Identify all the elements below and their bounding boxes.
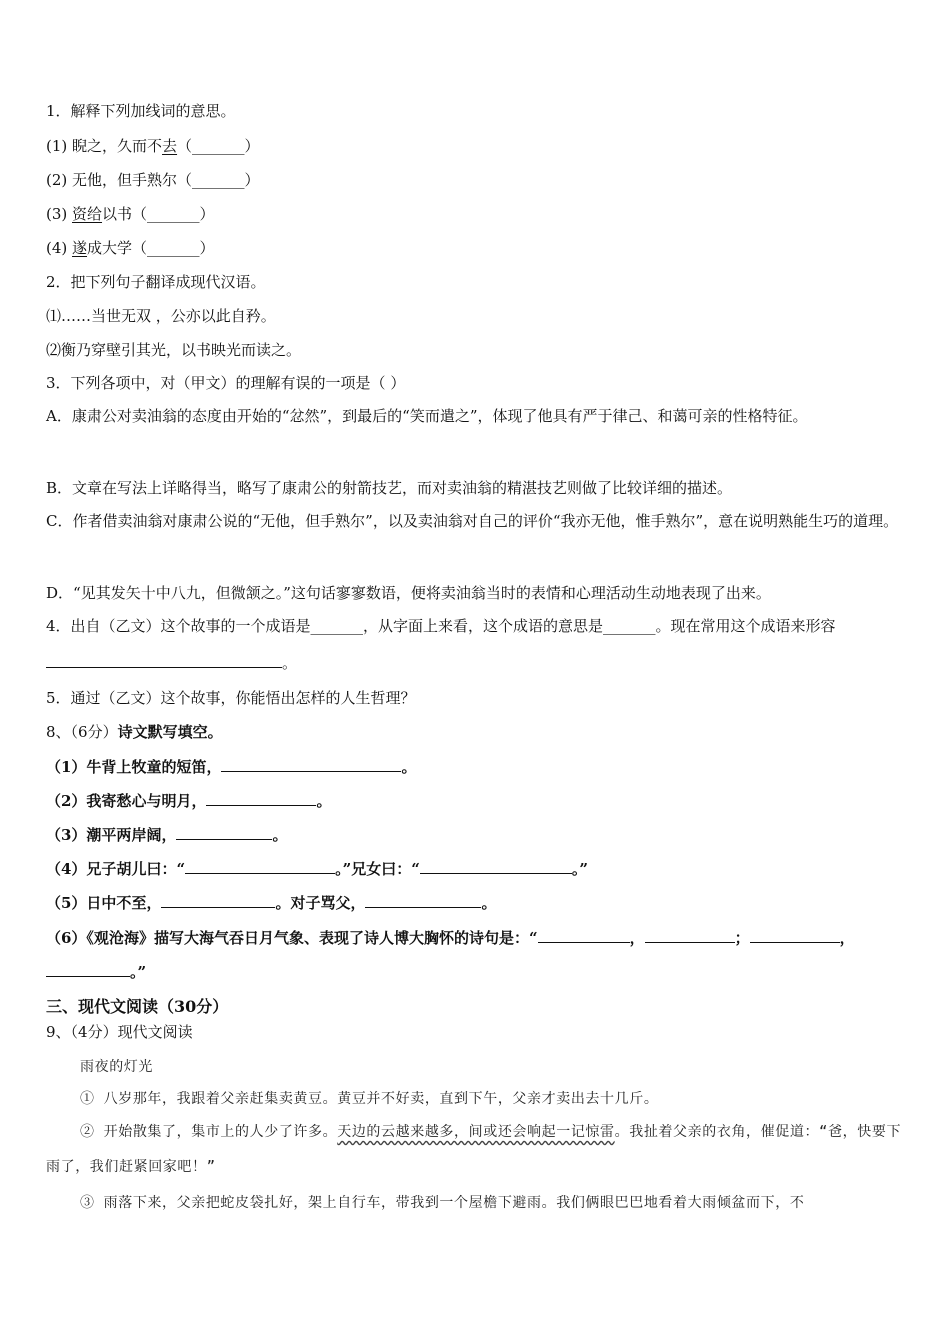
answer-blank[interactable] — [750, 928, 840, 943]
article-title: 雨夜的灯光 — [80, 1059, 153, 1075]
underlined-word: 遂 — [72, 239, 88, 257]
answer-blank[interactable] — [46, 962, 130, 977]
q3-option-a: A．康肃公对卖油翁的态度由开始的“忿然”，到最后的“笑而遣之”，体现了他具有严于律己、和蔼可亲的性格特征。 — [46, 407, 808, 425]
q8-line-5: （5）日中不至， 。对子骂父， 。 — [46, 894, 497, 912]
q5-text: 5．通过（乙文）这个故事，你能悟出怎样的人生哲理？ — [46, 689, 416, 707]
answer-blank[interactable] — [420, 859, 572, 874]
answer-blank[interactable] — [365, 893, 481, 908]
article-paragraph-1: ① 八岁那年，我跟着父亲赶集卖黄豆。黄豆并不好卖，直到下午，父亲才卖出去十几斤。 — [80, 1091, 659, 1107]
q8-line-4: （4）兄子胡儿曰：“ 。”兄女曰：“ 。” — [46, 860, 588, 878]
underlined-word: 资给 — [72, 205, 103, 223]
answer-blank[interactable] — [206, 791, 316, 806]
wavy-underlined-text: 天边的云越来越多，间或还会响起一记惊雷 — [337, 1124, 615, 1140]
underlined-word: 去 — [162, 137, 178, 155]
q4-text: 4．出自（乙文）这个故事的一个成语是_______，从字面上来看，这个成语的意思是_______。现在常用这个成语来形容。 — [46, 617, 836, 672]
q3-option-d: D．“见其发矢十中八九，但微颔之。”这句话寥寥数语，便将卖油翁当时的表情和心理活动生动地表现了出来。 — [46, 584, 771, 602]
q1-item-2: (2) 无他，但手熟尔（_______） — [46, 171, 260, 189]
q1-item-3: (3) 资给以书（_______） — [46, 205, 215, 223]
q3-option-b: B．文章在写法上详略得当，略写了康肃公的射箭技艺，而对卖油翁的精湛技艺则做了比较详细的描述。 — [46, 479, 733, 497]
q2-title: 2．把下列句子翻译成现代汉语。 — [46, 273, 266, 291]
q8-line-6: （6）《观沧海》描写大海气吞日月气象、表现了诗人博大胸怀的诗句是：“ ， ； ， — [46, 929, 855, 947]
q8-line-6-cont: 。” — [46, 962, 906, 982]
article-paragraph-3: ③ 雨落下来，父亲把蛇皮袋扎好，架上自行车，带我到一个屋檐下避雨。我们俩眼巴巴地看着大雨倾盆而下，不 — [80, 1195, 805, 1211]
q8-line-2: （2）我寄愁心与明月， 。 — [46, 792, 332, 810]
q1-title: 1．解释下列加线词的意思。 — [46, 102, 236, 120]
q2-item-1: ⑴……当世无双 ，公亦以此自矜。 — [46, 307, 276, 325]
q8-line-1: （1）牛背上牧童的短笛， 。 — [46, 758, 417, 776]
section-title: 三、现代文阅读（30分） — [46, 997, 229, 1016]
answer-blank[interactable] — [176, 825, 272, 840]
article-paragraph-2: ② 开始散集了，集市上的人少了许多。天边的云越来越多，间或还会响起一记惊雷。我扯着父亲的衣角，催促道：“爸，快要下雨了，我们赶紧回家吧！” — [46, 1124, 902, 1175]
answer-blank[interactable] — [538, 928, 630, 943]
answer-blank[interactable] — [161, 893, 275, 908]
answer-blank[interactable] — [185, 859, 335, 874]
answer-blank[interactable] — [645, 928, 735, 943]
q1-item-1: (1) 睨之，久而不去（_______） — [46, 137, 260, 155]
q8-line-3: （3）潮平两岸阔， 。 — [46, 826, 288, 844]
q9-header: 9、（4分）现代文阅读 — [46, 1023, 193, 1041]
answer-blank[interactable] — [46, 653, 282, 668]
q2-item-2: ⑵衡乃穿壁引其光，以书映光而读之。 — [46, 341, 302, 359]
q3-option-c: C．作者借卖油翁对康肃公说的“无他，但手熟尔”，以及卖油翁对自己的评价“我亦无他，惟手熟尔”，意在说明熟能生巧的道理。 — [46, 512, 899, 530]
q8-header: 8、（6分）诗文默写填空。 — [46, 723, 223, 741]
q3-title: 3．下列各项中，对（甲文）的理解有误的一项是（ ） — [46, 374, 406, 392]
q1-item-4: (4) 遂成大学（_______） — [46, 239, 215, 257]
answer-blank[interactable] — [221, 757, 401, 772]
